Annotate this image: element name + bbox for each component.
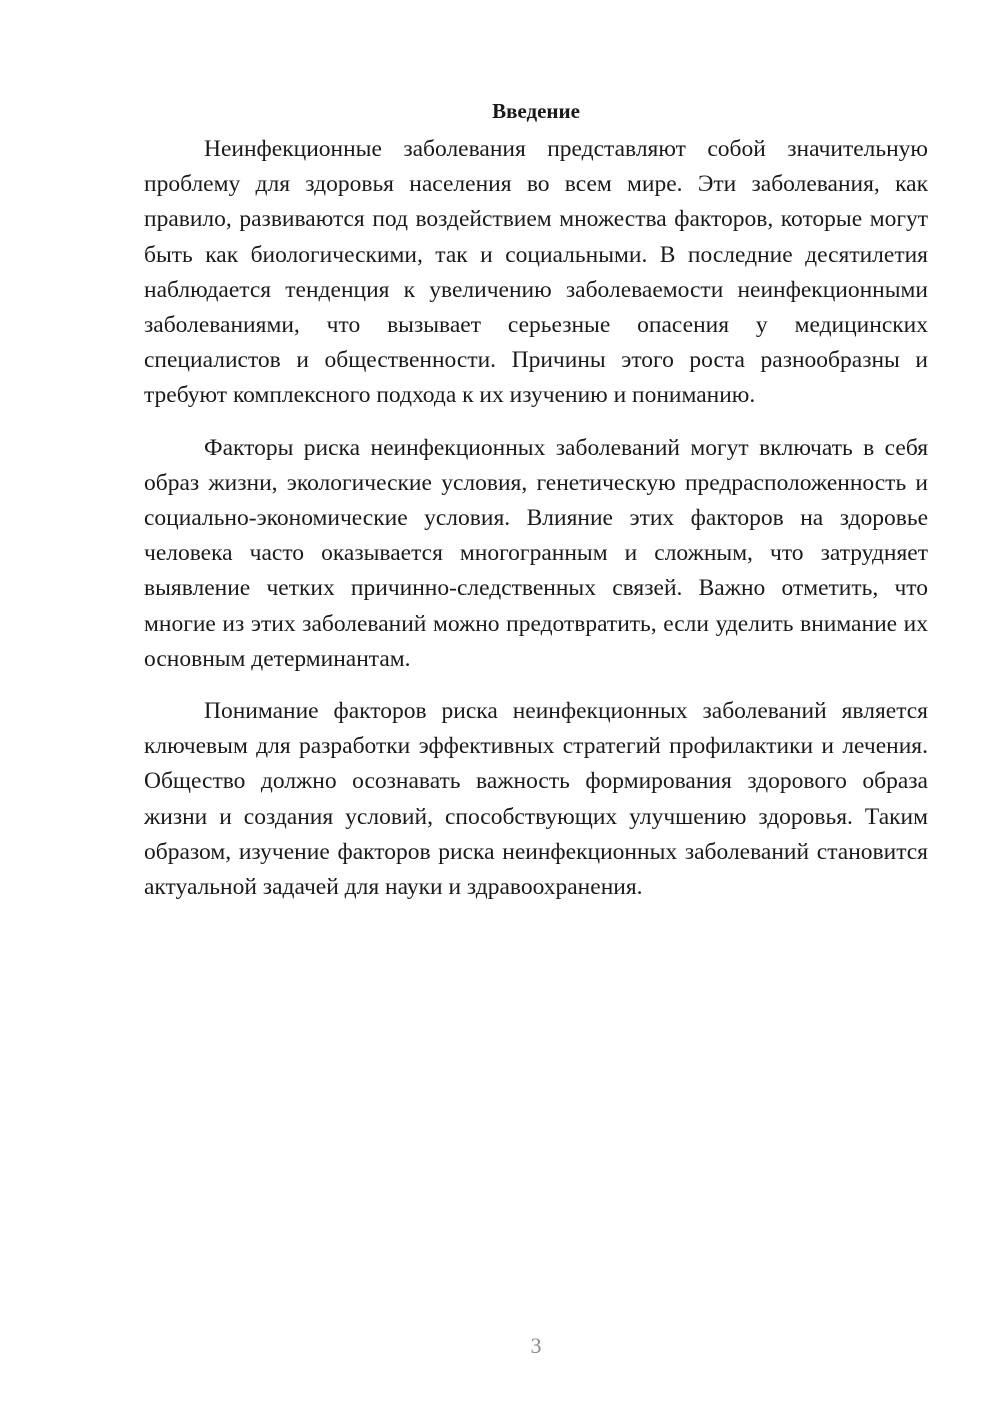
page-content xyxy=(144,96,928,922)
section-heading: Введение xyxy=(492,99,580,123)
page-number: 3 xyxy=(530,1333,542,1358)
paragraph-3: Понимание факторов риска неинфекционных заболеваний является ключевым для разработки эффективных стратегий профилактики и лечения. Общество должно осознавать важность формирования здорового образа жизни и создания условий, способствующих улучшению здоровья. Таким образом, изучение факторов риска неинфекционных заболеваний становится актуальной задачей для науки и здравоохранения. xyxy=(144,698,928,901)
paragraph-2: Факторы риска неинфекционных заболеваний могут включать в себя образ жизни, экологические условия, генетическую предрасположенность и социально-экономические условия. Влияние этих факторов на здоровье человека часто оказывается многогранным и сложным, что затрудняет выявление четких причинно-следственных связей. Важно отметить, что многие из этих заболеваний можно предотвратить, если уделить внимание их основным детерминантам. xyxy=(144,434,928,672)
paragraph-1: Неинфекционные заболевания представляют собой значительную проблему для здоровья населения во всем мире. Эти заболевания, как правило, развиваются под воздействием множества факторов, которые могут быть как биологическими, так и социальными. В последние десятилетия наблюдается тенденция к увеличению заболеваемости неинфекционными заболеваниями, что вызывает серьезные опасения у медицинских специалистов и общественности. Причины этого роста разнообразны и требуют комплексного подхода к их изучению и пониманию. xyxy=(144,136,928,409)
